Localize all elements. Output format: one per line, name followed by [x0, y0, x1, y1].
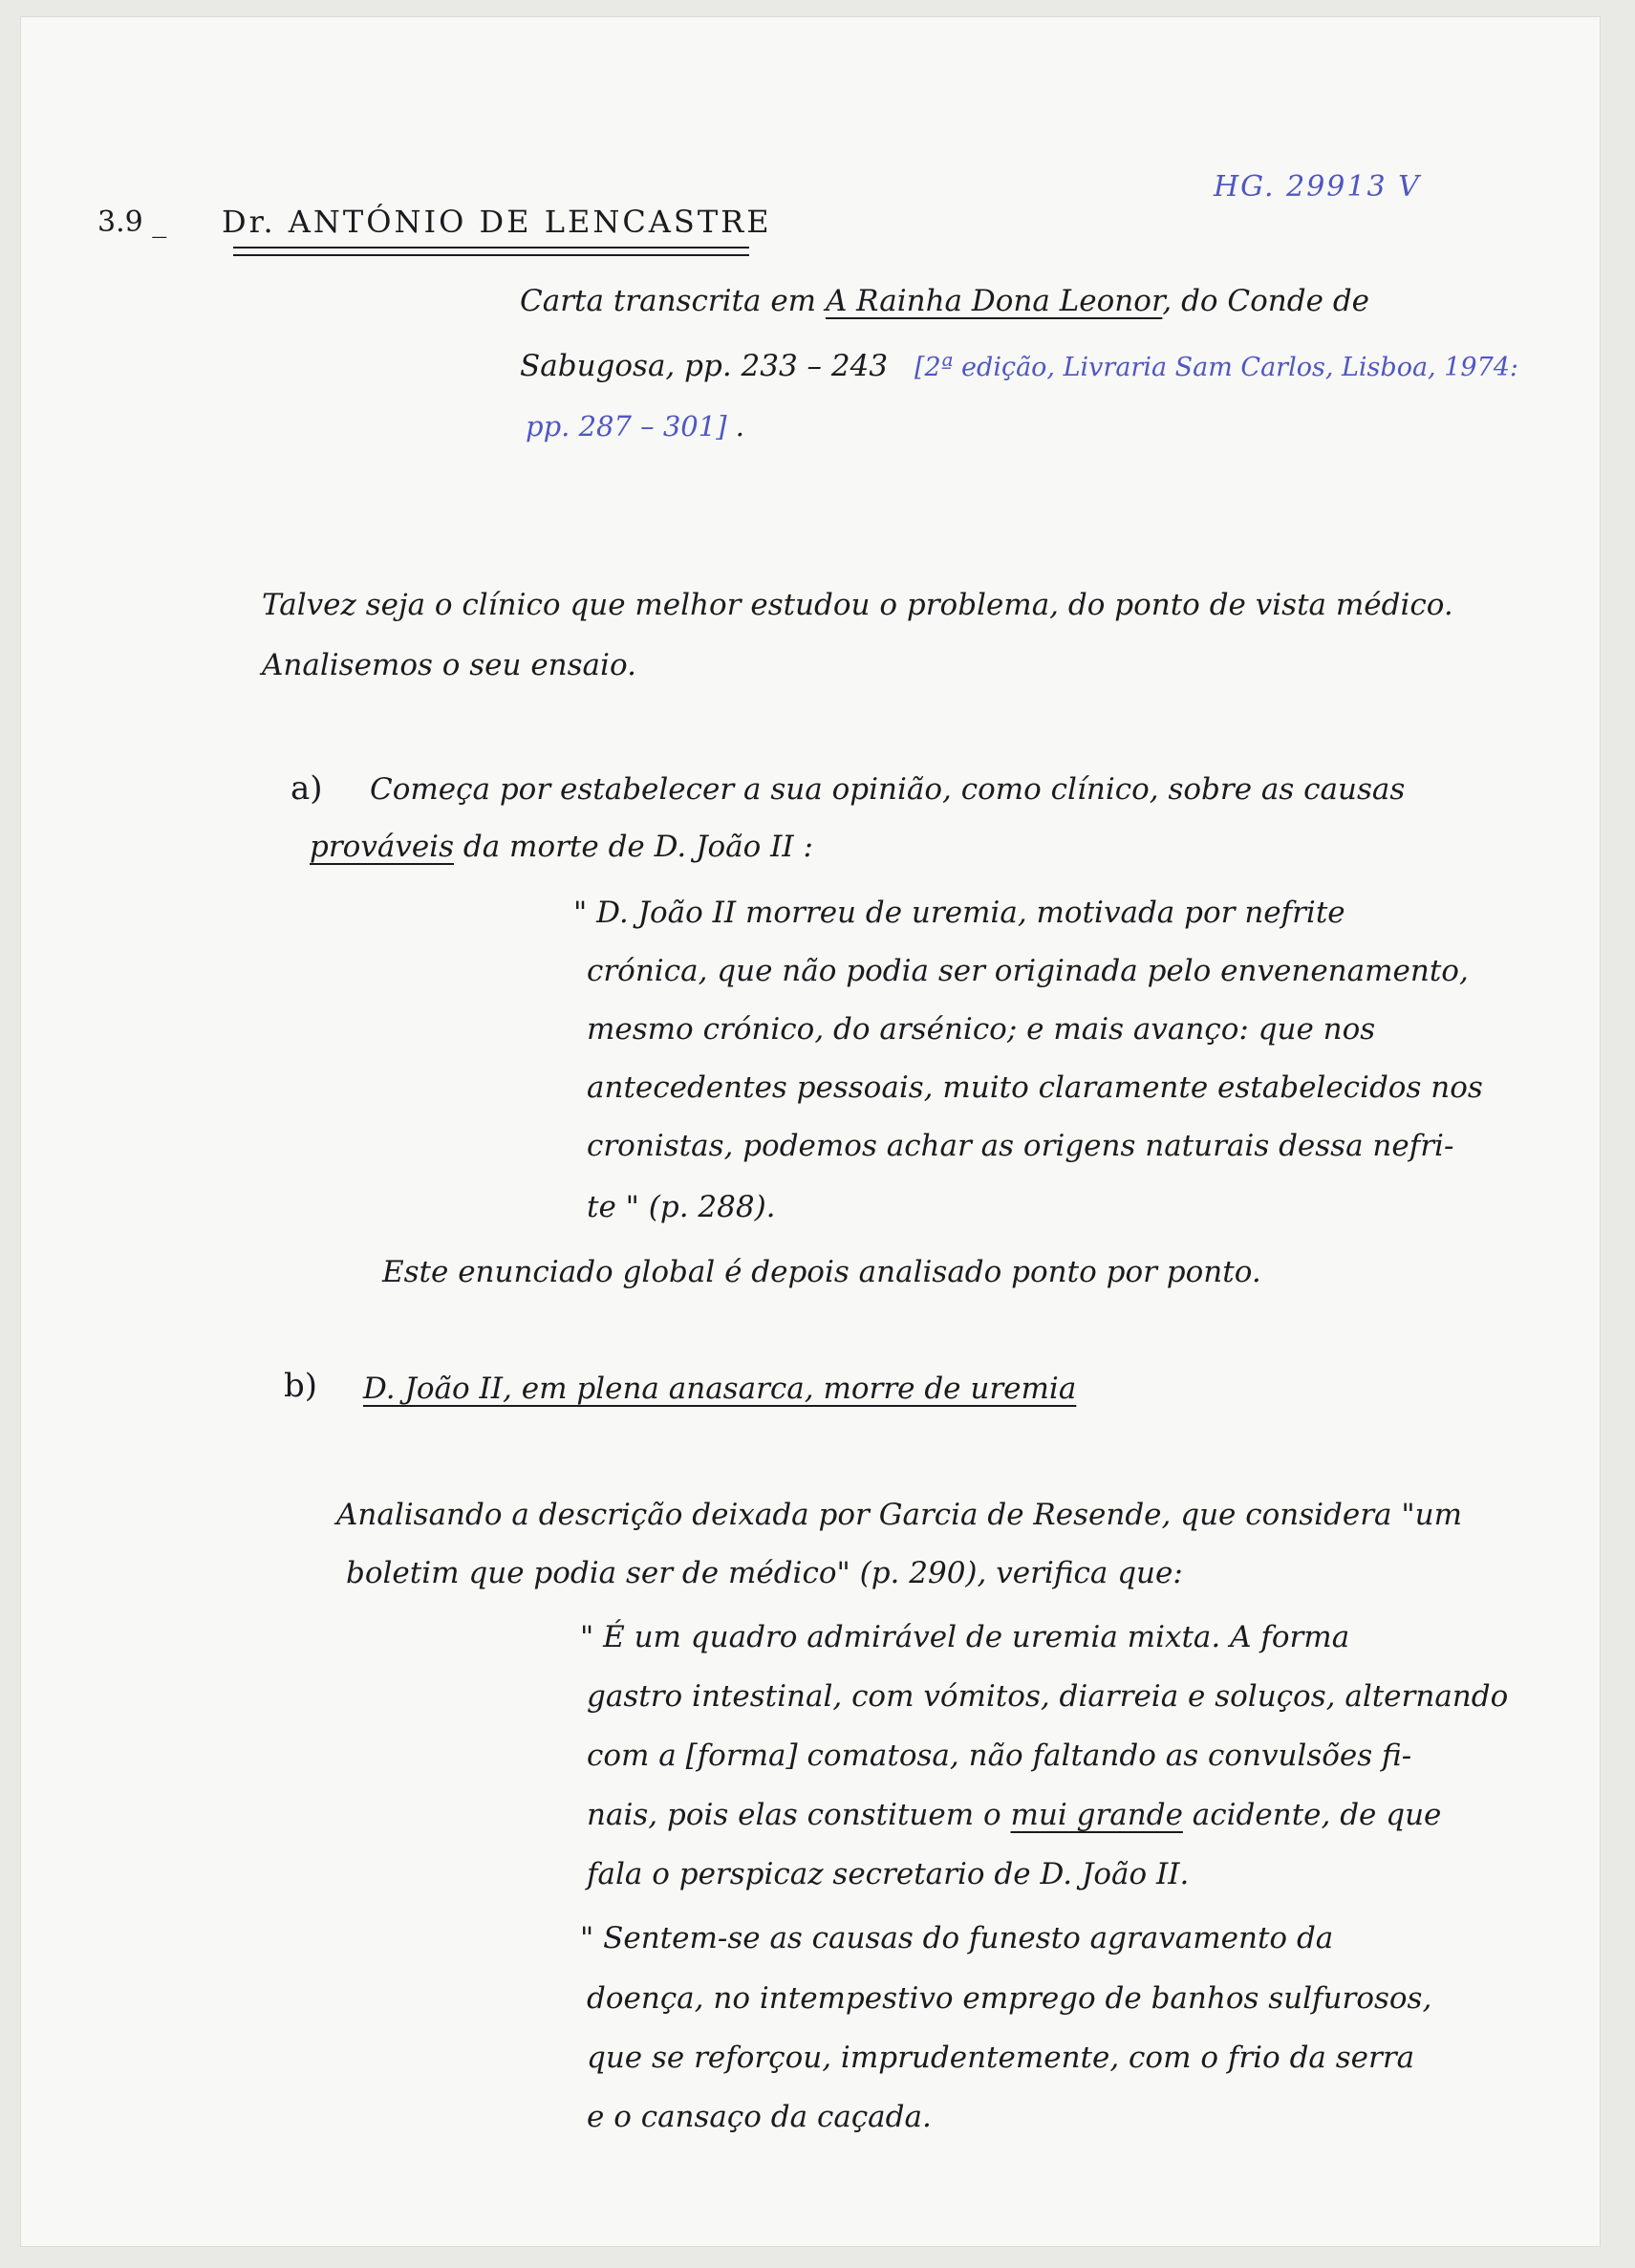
source-edition-note: [2ª edição, Livraria Sam Carlos, Lisboa, 1974: — [914, 353, 1519, 382]
quote-b1-line-1: " É um quadro admirável de uremia mixta. A forma — [580, 1620, 1350, 1654]
underlined-provaveis: prováveis — [310, 830, 455, 864]
source-suffix: , do Conde de — [1162, 284, 1370, 318]
quote-b2-line-4: e o cansaço da caçada. — [587, 2100, 932, 2134]
quote-a-line-2: crónica, que não podia ser originada pelo envenenamento, — [587, 954, 1469, 988]
point-a-line-1: Começa por estabelecer a sua opinião, como clínico, sobre as causas — [370, 772, 1406, 807]
source-end-dot: . — [735, 410, 744, 443]
point-b-para-line-2: boletim que podia ser de médico" (p. 290), verifica que: — [346, 1556, 1183, 1590]
quote-b1-line-3: com a [forma] comatosa, não faltando as convulsões fi- — [587, 1739, 1412, 1773]
source-edition-pages: pp. 287 – 301] — [526, 410, 727, 443]
point-b-marker: b) — [284, 1367, 318, 1405]
source-line-2 — [520, 349, 1519, 383]
underlined-mui-grande: mui grande — [1010, 1798, 1183, 1832]
source-line-3 — [526, 410, 744, 443]
source-pages: Sabugosa, pp. 233 – 243 — [520, 349, 889, 383]
manuscript-page — [21, 17, 1600, 2246]
quote-b1-line-5: fala o perspicaz secretario de D. João II. — [587, 1857, 1190, 1891]
quote-a-line-6: te " (p. 288). — [587, 1190, 776, 1224]
point-a-line-2 — [310, 832, 813, 862]
point-b-heading: D. João II, em plena anasarca, morre de uremia — [363, 1372, 1077, 1406]
reference-code: HG. 29913 V — [1214, 170, 1421, 204]
source-book-title: A Rainha Dona Leonor — [825, 284, 1163, 318]
quote-b1-line-4-pre: nais, pois elas constituem o — [587, 1798, 1011, 1832]
quote-b1-line-4 — [587, 1798, 1442, 1832]
quote-a-line-4: antecedentes pessoais, muito claramente estabelecidos nos — [587, 1070, 1483, 1105]
source-prefix: Carta transcrita em — [520, 284, 817, 318]
section-title: Dr. ANTÓNIO DE LENCASTRE — [222, 204, 772, 240]
point-a-after: Este enunciado global é depois analisado ponto por ponto. — [382, 1255, 1261, 1289]
intro-line-1: Talvez seja o clínico que melhor estudou o problema, do ponto de vista médico. — [262, 588, 1453, 622]
intro-line-2: Analisemos o seu ensaio. — [262, 648, 636, 682]
quote-b2-line-3: que se reforçou, imprudentemente, com o frio da serra — [587, 2041, 1415, 2075]
quote-a-line-5: cronistas, podemos achar as origens naturais dessa nefri- — [587, 1129, 1454, 1163]
point-a-marker: a) — [290, 769, 323, 808]
quote-b1-line-4-post: acidente, de que — [1182, 1798, 1442, 1832]
section-number: 3.9 _ — [97, 205, 167, 239]
quote-b1-line-2: gastro intestinal, com vómitos, diarreia e soluços, alternando — [587, 1679, 1509, 1714]
quote-a-line-3: mesmo crónico, do arsénico; e mais avanço: que nos — [587, 1012, 1376, 1047]
title-double-underline — [233, 247, 749, 256]
point-a-line-2-rest: da morte de D. João II : — [454, 830, 813, 864]
source-line-1 — [520, 284, 1370, 318]
quote-a-line-1: " D. João II morreu de uremia, motivada por nefrite — [573, 896, 1345, 930]
point-b-para-line-1: Analisando a descrição deixada por Garcia de Resende, que considera "um — [336, 1498, 1463, 1532]
quote-b2-line-1: " Sentem-se as causas do funesto agravamento da — [580, 1921, 1334, 1955]
quote-b2-line-2: doença, no intempestivo emprego de banhos sulfurosos, — [587, 1981, 1432, 2016]
